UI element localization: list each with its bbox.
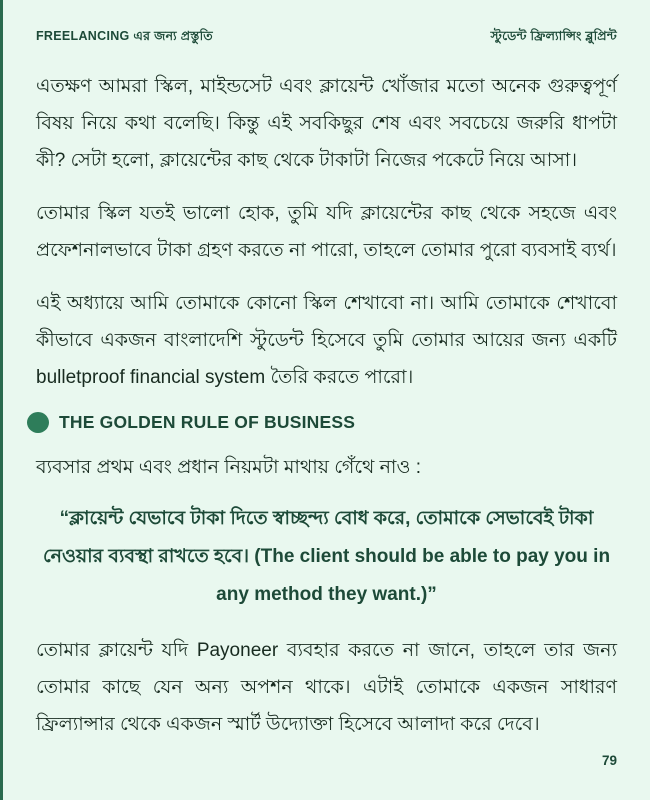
left-edge-bar — [0, 0, 3, 800]
page-header — [36, 28, 617, 48]
paragraph-payoneer: তোমার ক্লায়েন্ট যদি Payoneer ব্যবহার করতে না জানে, তাহলে তার জন্য তোমার কাছে যেন অন্য অপশন থাকে। এটাই তোমাকে একজন সাধারণ ফ্রিল্যান্সার থেকে একজন স্মার্ট উদ্যোক্তা হিসেবে আলাদা করে দেবে। — [36, 640, 617, 735]
header-chapter-title: FREELANCING এর জন্য প্রস্তুতি — [36, 29, 213, 43]
paragraph-chapter-promise: এই অধ্যায়ে আমি তোমাকে কোনো স্কিল শেখাবো না। আমি তোমাকে শেখাবো কীভাবে একজন বাংলাদেশি স্টুডেন্ট হিসেবে তুমি তোমার আয়ের জন্য একটি bulletproof financial system তৈরি করতে পারো। — [36, 293, 617, 388]
golden-rule-quote: “ক্লায়েন্ট যেভাবে টাকা দিতে স্বাচ্ছন্দ্য বোধ করে, তোমাকে সেভাবেই টাকা নেওয়ার ব্যবস্থা রাখতে হবে। (The client should be able to pay you in any method they want.)” — [42, 508, 611, 605]
header-book-title: স্টুডেন্ট ফ্রিল্যান্সিং ব্লুপ্রিন্ট — [490, 29, 617, 43]
paragraph-skill-warning: তোমার স্কিল যতই ভালো হোক, তুমি যদি ক্লায়েন্টের কাছ থেকে সহজে এবং প্রফেশনালভাবে টাকা গ্রহণ করতে না পারো, তাহলে তোমার পুরো ব্যবসাই ব্যর্থ। — [36, 203, 617, 261]
section-heading — [27, 412, 617, 433]
page-number: 79 — [601, 753, 617, 768]
paragraph-intro: এতক্ষণ আমরা স্কিল, মাইন্ডসেট এবং ক্লায়েন্ট খোঁজার মতো অনেক গুরুত্বপূর্ণ বিষয় নিয়ে কথা বলেছি। কিন্তু এই সবকিছুর শেষ এবং সবচেয়ে জরুরি ধাপটা কী? সেটা হলো, ক্লায়েন্টের কাছ থেকে টাকাটা নিজের পকেটে নিয়ে আসা। — [36, 76, 617, 171]
page-content — [36, 68, 617, 759]
lead-in-line: ব্যবসার প্রথম এবং প্রধান নিয়মটা মাথায় গেঁথে নাও : — [36, 457, 421, 478]
section-bullet-icon — [27, 412, 49, 433]
section-title: THE GOLDEN RULE OF BUSINESS — [59, 412, 356, 432]
